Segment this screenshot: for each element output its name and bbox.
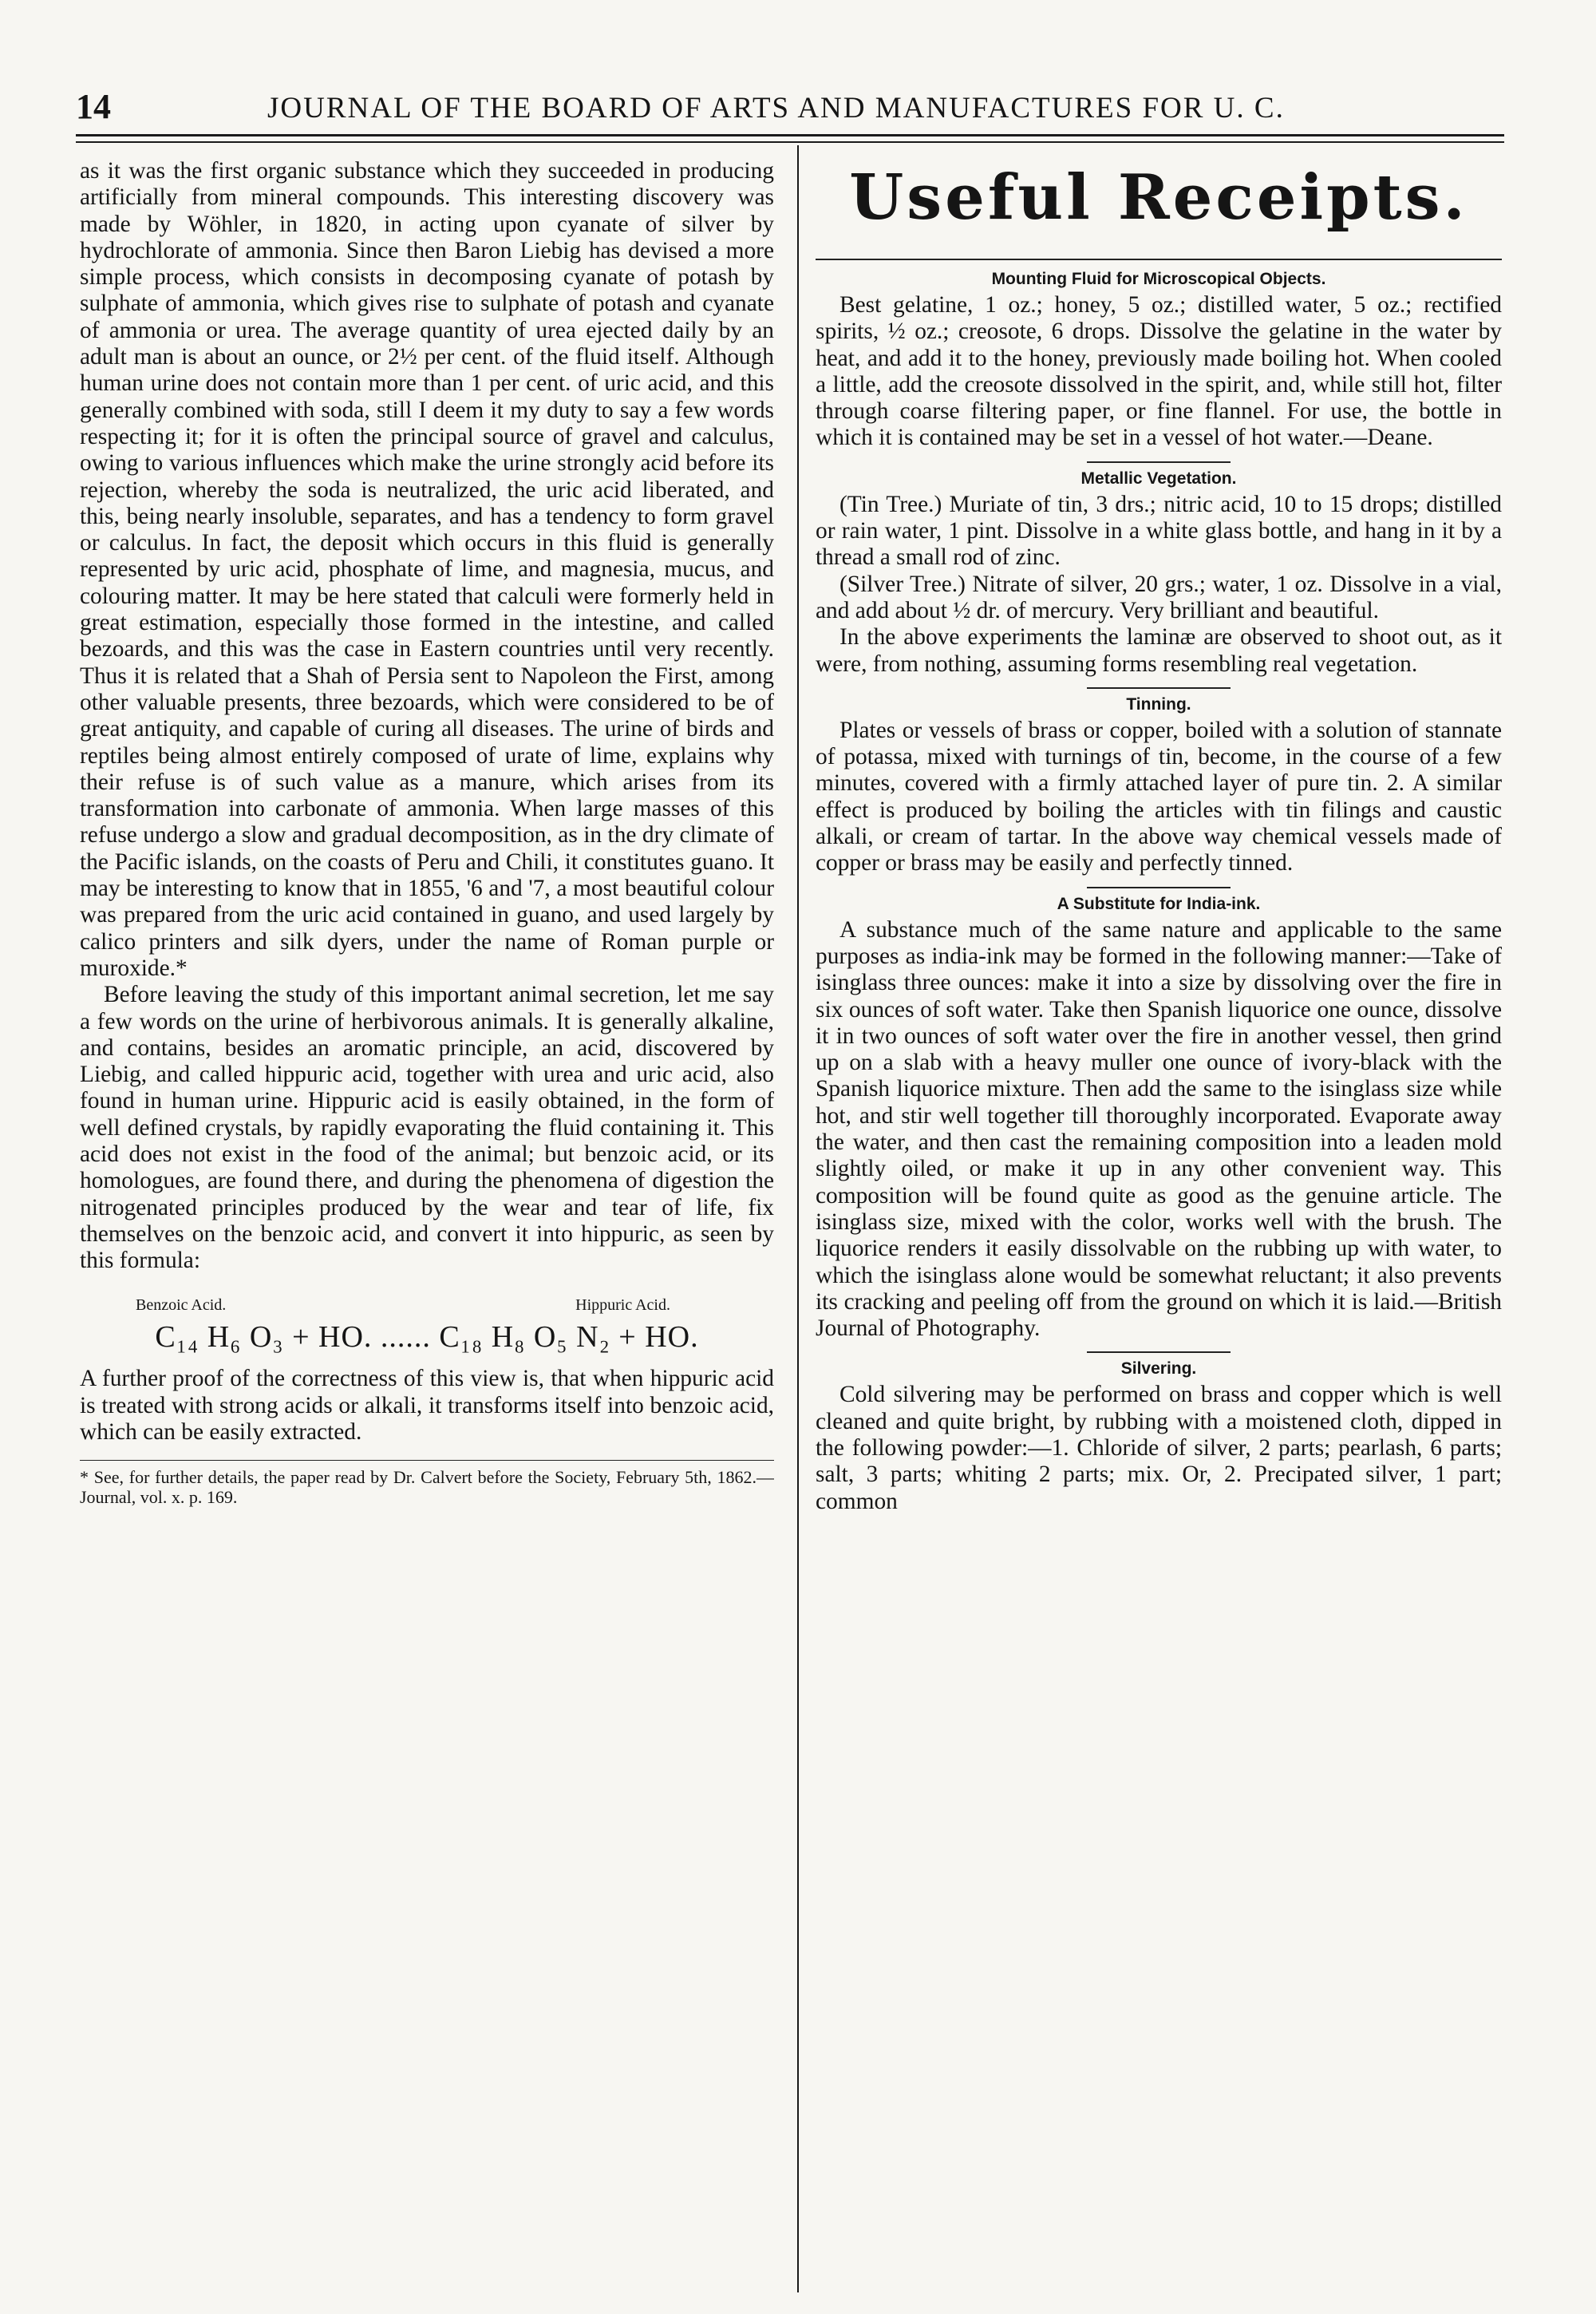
running-title: JOURNAL OF THE BOARD OF ARTS AND MANUFACTURES FOR U. C. <box>267 92 1285 125</box>
recipe-paragraph: (Silver Tree.) Nitrate of silver, 20 grs.; water, 1 oz. Dissolve in a vial, and add about ½ dr. of mercury. Very brilliant and beautiful. <box>816 571 1502 623</box>
recipe-divider <box>1087 687 1231 689</box>
body-paragraph: A further proof of the correctness of this view is, that when hippuric acid is treated with strong acids or alkali, it transforms itself into benzoic acid, which can be easily extracted. <box>80 1366 774 1446</box>
recipe-title: A Substitute for India-ink. <box>1057 894 1261 913</box>
footnote: * See, for further details, the paper read by Dr. Calvert before the Society, February 5th, 1862.—Journal, vol. x. p. 169. <box>80 1467 774 1508</box>
recipe-title: Tinning. <box>1126 694 1191 714</box>
page-header <box>76 86 1504 134</box>
formula-label-benzoic: Benzoic Acid. <box>136 1296 227 1315</box>
recipe-title: Metallic Vegetation. <box>1080 469 1237 488</box>
formula-label-hippuric: Hippuric Acid. <box>575 1296 670 1315</box>
recipe-paragraph: (Tin Tree.) Muriate of tin, 3 drs.; nitric acid, 10 to 15 drops; distilled or rain water, 1 pint. Dissolve in a white glass bottle, and hang in it by a thread a small rod of zinc. <box>816 491 1502 571</box>
recipe-paragraph: Best gelatine, 1 oz.; honey, 5 oz.; distilled water, 5 oz.; rectified spirits, ½ oz.; creosote, 6 drops. Dissolve the gelatine in the water by heat, and add it to the honey, previously made boiling hot. When cooled a little, add the creosote dissolved in the spirit, and, while still hot, filter through coarse filtering paper, or fine flannel. For use, the bottle in which it is contained may be set in a vessel of hot water.—Deane. <box>816 292 1502 451</box>
recipe-divider <box>1087 461 1231 463</box>
recipe <box>816 469 1502 678</box>
recipe-divider <box>1087 887 1231 888</box>
left-column <box>80 158 774 2305</box>
header-rule <box>76 134 1504 136</box>
page-number: 14 <box>76 87 111 126</box>
right-column <box>816 158 1502 2305</box>
section-title: Useful Receipts. <box>849 161 1468 234</box>
column-divider <box>797 145 799 2292</box>
recipe-paragraph: In the above experiments the laminæ are observed to shoot out, as it were, from nothing, assuming forms resembling real vegetation. <box>816 624 1502 677</box>
recipe <box>816 270 1502 452</box>
recipe <box>816 1359 1502 1514</box>
recipe-title: Silvering. <box>1120 1359 1197 1379</box>
recipe-paragraph: Plates or vessels of brass or copper, boiled with a solution of stannate of potassa, mixed with turnings of tin, become, in the course of a few minutes, covered with a firmly attached layer of pure tin. 2. A similar effect is produced by boiling the articles with tin filings and caustic alkali, or cream of tartar. In the above way chemical vessels made of copper or brass may be easily and perfectly tinned. <box>816 717 1502 876</box>
recipe-title: Mounting Fluid for Microscopical Objects. <box>991 270 1326 288</box>
recipe <box>816 695 1502 877</box>
recipe-divider <box>1087 1351 1231 1353</box>
recipe-paragraph: Cold silvering may be performed on brass and copper which is well cleaned and quite bright, by rubbing with a moistened cloth, dipped in the following powder:—1. Chloride of silver, 2 parts; pearlash, 6 parts; salt, 3 parts; whiting 2 parts; mix. Or, 2. Precipated silver, 1 part; common <box>816 1382 1502 1514</box>
recipe-paragraph: A substance much of the same nature and applicable to the same purposes as india-ink may be formed in the following manner:—Take of isinglass three ounces: make it into a size by dissolving over the fire in six ounces of soft water. Take then Spanish liquorice one ounce, dissolve it in two ounces of soft water over the fire in another vessel, then grind up on a slab with a heavy muller one ounce of ivory-black with the Spanish liquorice mixture. Then add the same to the isinglass size while hot, and stir well together till thoroughly incorporated. Evaporate away the water, and then cast the remaining composition into a leaden mold slightly oiled, or make it up in any other convenient way. This composition will be found quite as good as the genuine article. The isinglass size, mixed with the color, works well with the brush. The liquorice renders it easily dissolvable on the rubbing up with water, to which the isinglass alone would be somewhat reluctant; it also prevents its cracking and peeling off from the ground on which it is laid.—British Journal of Photography. <box>816 916 1502 1342</box>
section-title-rule <box>816 259 1502 260</box>
chemical-formula: C₁₄ H₆ O₃ + HO. ...... C₁₈ H₈ O₅ N₂ + HO. <box>155 1320 699 1355</box>
body-paragraph: Before leaving the study of this important animal secretion, let me say a few words on the urine of herbivorous animals. It is generally alkaline, and contains, besides an aromatic principle, an acid, discovered by Liebig, and called hippuric acid, together with urea and uric acid, also found in human urine. Hippuric acid is easily obtained, in the form of well defined crystals, by rapidly evaporating the fluid containing it. This acid does not exist in the food of the animal; but benzoic acid, or its homologues, are found there, and during the phenomena of digestion the nitrogenated principles produced by the wear and tear of life, fix themselves on the benzoic acid, and convert it into hippuric, as seen by this formula: <box>80 982 774 1274</box>
recipe <box>816 895 1502 1343</box>
footnote-rule <box>80 1460 774 1461</box>
header-rule-secondary <box>76 141 1504 143</box>
body-paragraph: as it was the first organic substance which they succeeded in producing artificially from mineral compounds. This interesting discovery was made by Wöhler, in 1820, in acting upon cyanate of silver by hydrochlorate of ammonia. Since then Baron Liebig has devised a more simple process, which consists in decomposing cyanate of potash by sulphate of ammonia, which gives rise to sulphate of potash and cyanate of ammonia or urea. The average quantity of urea ejected daily by an adult man is about an ounce, or 2½ per cent. of the fluid itself. Although human urine does not contain more than 1 per cent. of uric acid, and this generally combined with soda, still I deem it my duty to say a few words respecting it; for it is often the principal source of gravel and calculus, owing to various influences which make the urine strongly acid before its rejection, whereby the soda is neutralized, the uric acid liberated, and this, being nearly insoluble, separates, and has a tendency to form gravel or calculus. In fact, the deposit which occurs in this fluid is generally represented by uric acid, phosphate of lime, and magnesia, mucus, and colouring matter. It may be here stated that calculi were formerly held in great estimation, especially those formed in the intestine, and called bezoards, and this was the case in Eastern countries until very recently. Thus it is related that a Shah of Persia sent to Napoleon the First, among other valuable presents, three bezoards, which were considered to be of great antiquity, and capable of curing all diseases. The urine of birds and reptiles being almost entirely composed of urate of lime, explains why their refuse is of such value as a manure, which arises from its transformation into carbonate of ammonia. When large masses of this refuse undergo a slow and gradual decomposition, as in the dry climate of the Pacific islands, on the coasts of Peru and Chili, it constitutes guano. It may be interesting to know that in 1855, '6 and '7, a most beautiful colour was prepared from the uric acid contained in guano, and used largely by calico printers and silk dyers, under the name of Roman purple or muroxide.* <box>80 158 774 981</box>
formula-labels <box>80 1296 774 1315</box>
